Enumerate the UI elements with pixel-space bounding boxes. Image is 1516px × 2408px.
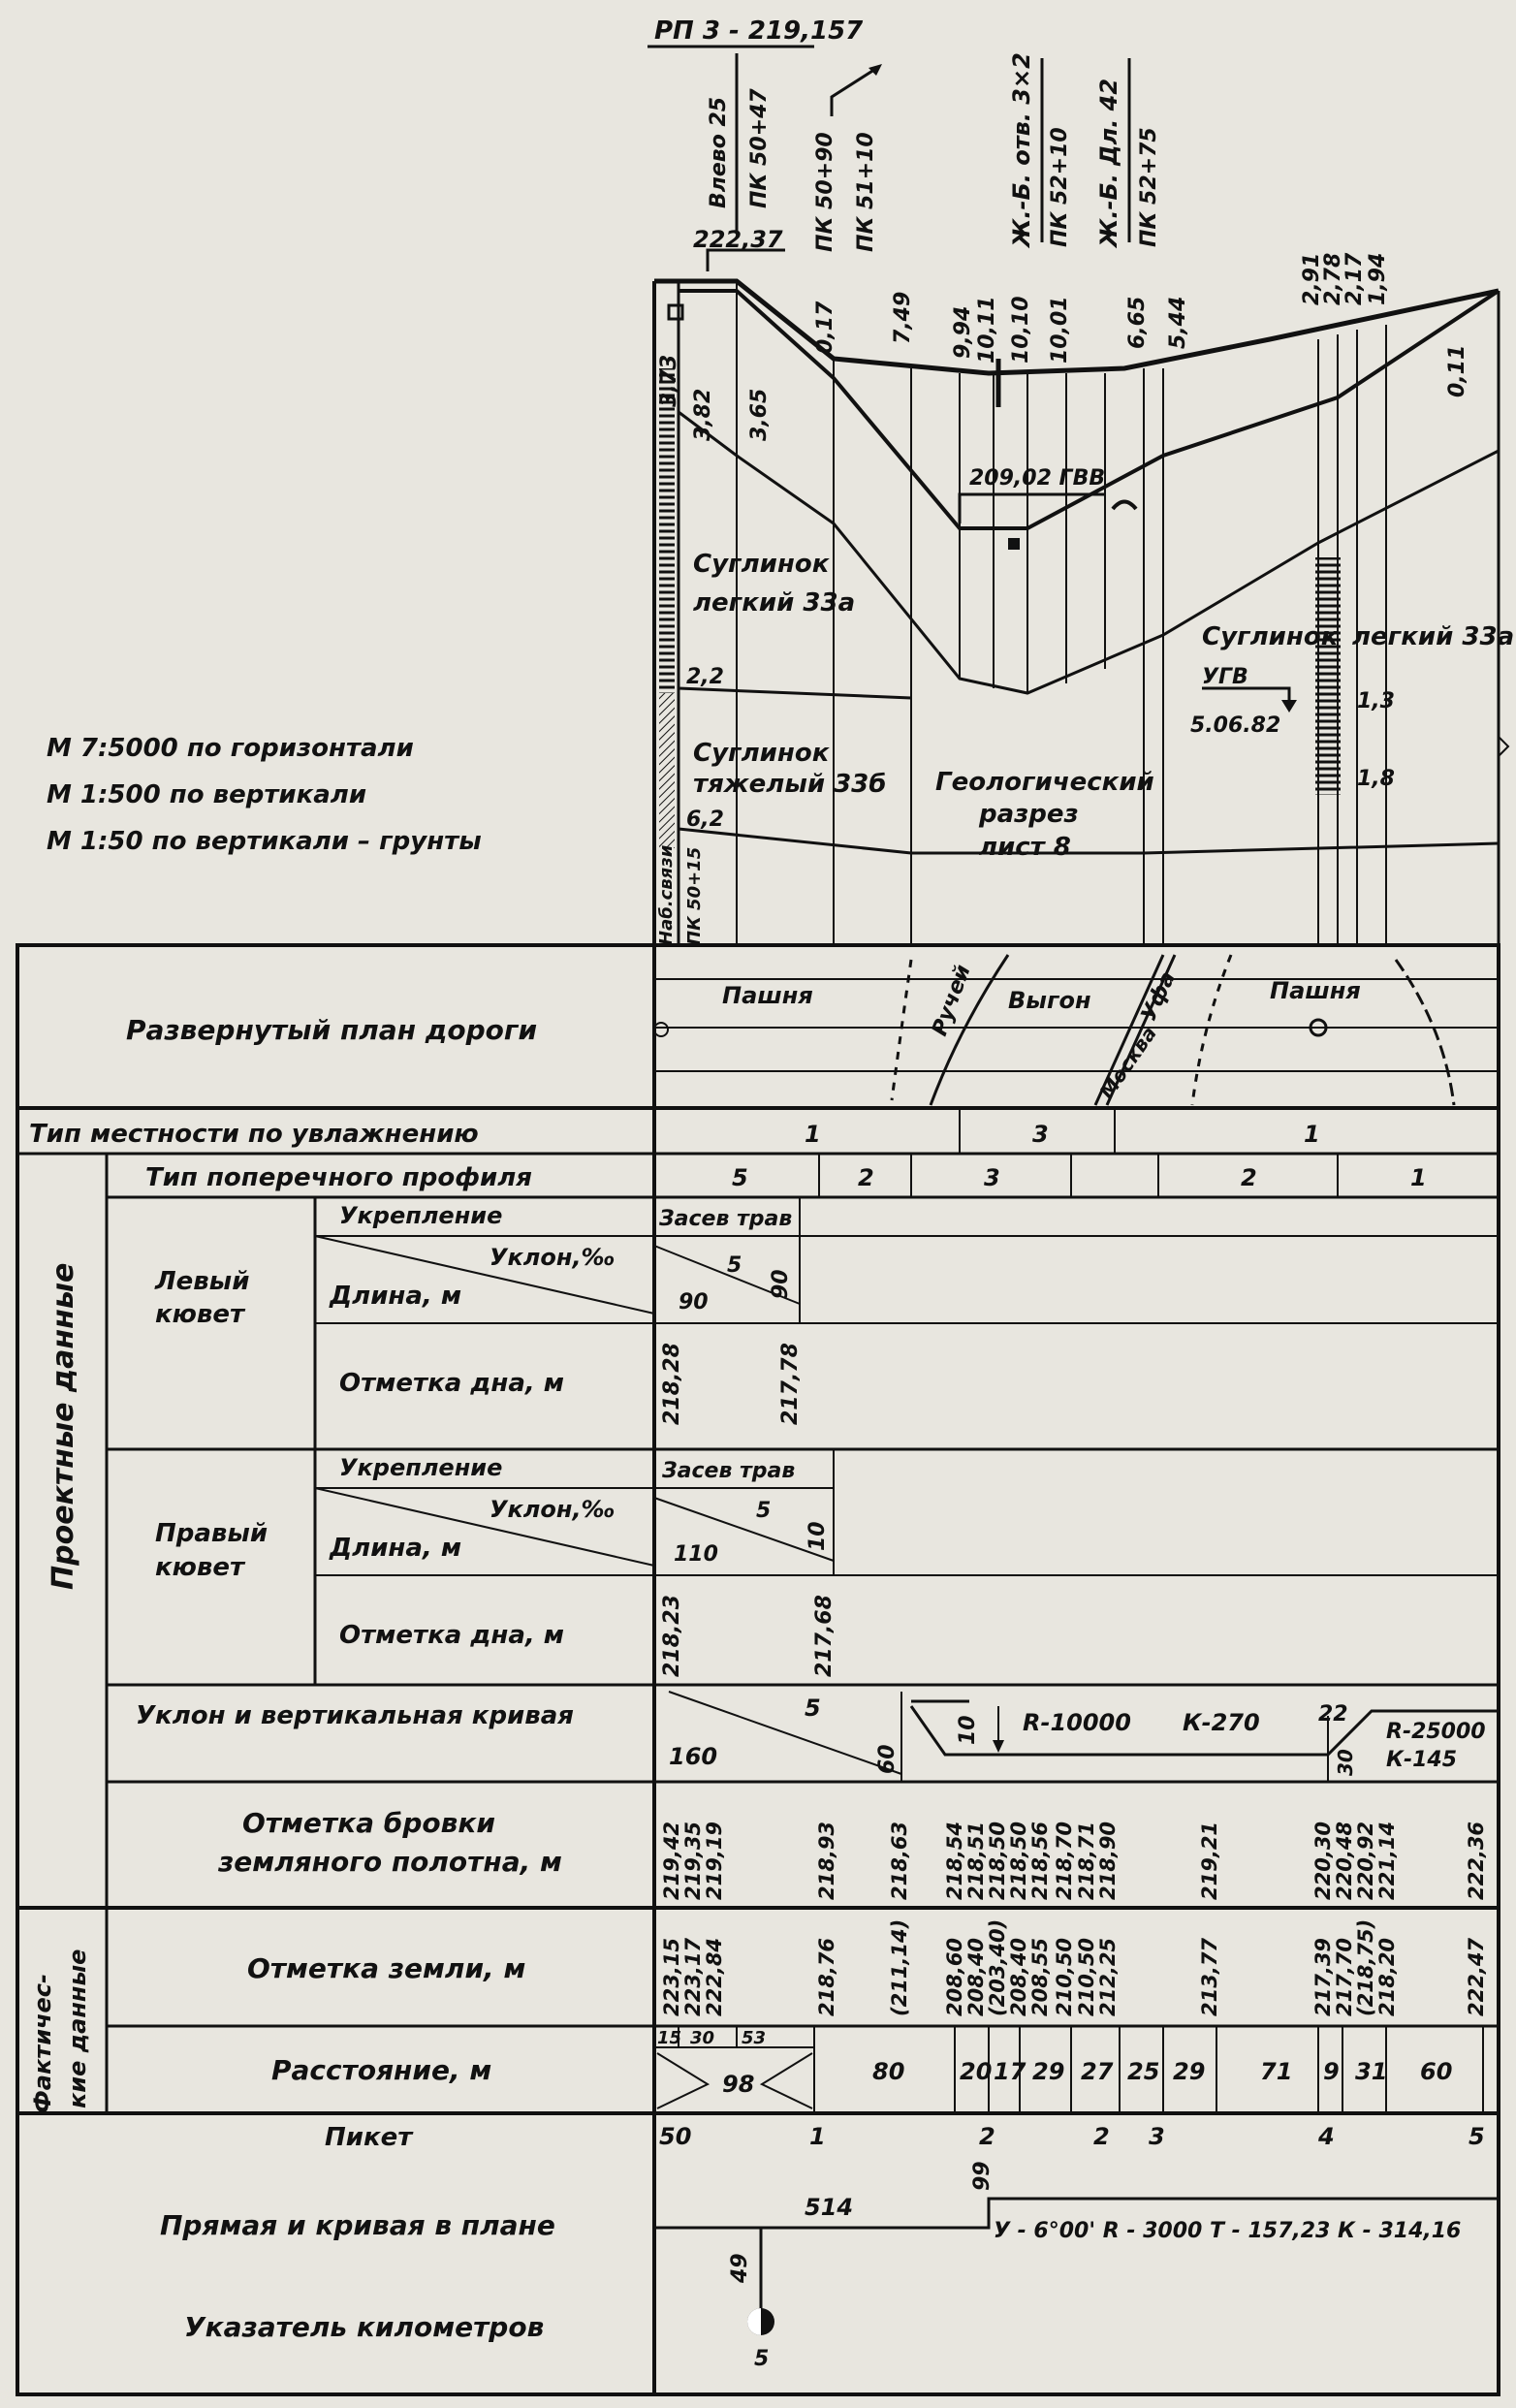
ldit-bottom: Отметка дна, м	[339, 1369, 565, 1398]
geo-label-2: разрез	[979, 800, 1079, 829]
distance-value: 29	[1173, 2058, 1206, 2085]
edge-value: 218,90	[1096, 1821, 1120, 1900]
ugv-leader	[1202, 688, 1289, 706]
distance-value: 60	[1420, 2058, 1453, 2085]
depth-value: 2,17	[1342, 252, 1367, 305]
pk-arrow	[832, 68, 877, 116]
ground-value: (203,40)	[986, 1918, 1009, 2016]
borehole-2-hatch	[1315, 557, 1341, 795]
scale-vertical: М 1:500 по вертикали	[47, 780, 367, 809]
ldit-bottom-val: 218,28	[660, 1343, 684, 1425]
distance-values	[657, 2028, 1452, 2098]
km-5: 5	[754, 2347, 770, 2371]
edge-value: 218,51	[964, 1821, 988, 1900]
right-ditch-2: кювет	[155, 1553, 245, 1582]
field-boundary	[1396, 960, 1454, 1105]
mark-22237-leader	[708, 250, 785, 271]
edge-value: 218,50	[986, 1821, 1009, 1900]
ground-value: 208,55	[1028, 1937, 1052, 2016]
depth-value: 7,49	[891, 291, 915, 344]
left-ditch-1: Левый	[155, 1267, 250, 1296]
depth-value: 0,17	[813, 301, 837, 354]
rdit-slope: Уклон,‰	[490, 1496, 616, 1523]
cross-val: 2	[1241, 1164, 1257, 1191]
plan-creek: Ручей	[928, 962, 976, 1040]
distance-value: 98	[722, 2071, 755, 2098]
plan-moscow: Москва	[1094, 1022, 1161, 1103]
distance-value: 53	[742, 2028, 767, 2048]
picket-value: 1	[809, 2123, 826, 2150]
row-edge-2: земляного полотна, м	[218, 1846, 562, 1878]
rdit-len2-val: 10	[805, 1521, 830, 1551]
rdit-bottom-val: 218,23	[660, 1595, 684, 1677]
grade-arrow-head	[993, 1740, 1004, 1753]
mark-22237: 222,37	[693, 226, 783, 253]
ground-value: 213,77	[1198, 1937, 1221, 2016]
cross-val: 1	[1410, 1164, 1427, 1191]
ground-line	[679, 291, 1499, 528]
ldit-len-val: 90	[679, 1290, 709, 1315]
depth-value: 5,44	[1166, 296, 1190, 349]
soil3b-label: легкий 33а	[1352, 622, 1515, 651]
left-depth: 3,73	[657, 354, 681, 407]
soil-62-label: 6,2	[686, 808, 724, 832]
borehole-1-hatch	[659, 368, 675, 693]
benchmark-marker	[669, 305, 682, 319]
edge-value: 220,30	[1311, 1821, 1335, 1900]
distance-value: 30	[690, 2028, 715, 2048]
ground-value: 210,50	[1053, 1937, 1076, 2016]
soil3-label: Суглинок	[1202, 622, 1339, 651]
rdit-strengthen: Укрепление	[339, 1454, 503, 1481]
grade-slope: 5	[805, 1695, 821, 1722]
grade-n10: 10	[956, 1715, 980, 1745]
culvert-2-symbol	[1113, 502, 1136, 510]
rp-left-label: Влево 25	[707, 96, 731, 208]
picket-value: 5	[1469, 2123, 1485, 2150]
rdit-length: Длина, м	[330, 1534, 462, 1563]
distance-value: 71	[1260, 2058, 1293, 2085]
ground-value: (218,75)	[1354, 1918, 1377, 2016]
edge-value: 219,42	[660, 1821, 683, 1900]
grade-k1: К-270	[1183, 1709, 1260, 1736]
picket-value: 4	[1318, 2123, 1335, 2150]
culvert-1-label: Ж.-Б. отв. 3×2	[1008, 52, 1035, 247]
ground-value: 222,47	[1465, 1937, 1488, 2016]
rp-label: РП 3 - 219,157	[654, 16, 864, 46]
soil-boundary-3	[679, 829, 1499, 853]
distance-value: 25	[1127, 2058, 1160, 2085]
ldit-len2-val: 90	[769, 1269, 793, 1299]
edge-value: 218,54	[943, 1821, 966, 1900]
picket-value: 3	[1149, 2123, 1165, 2150]
creek-boundary-left	[892, 960, 911, 1100]
left-depth: 3,82	[691, 388, 715, 441]
depth-value: 2,91	[1300, 252, 1324, 305]
soil2b-label: тяжелый 33б	[693, 770, 887, 799]
scale-soil: М 1:50 по вертикали – грунты	[47, 827, 482, 856]
ground-value: (211,14)	[888, 1918, 911, 2016]
grade-n30: 30	[1334, 1749, 1357, 1776]
distance-value: 15	[657, 2028, 682, 2048]
ground-value: 217,70	[1333, 1937, 1356, 2016]
left-depth: 3,65	[747, 388, 772, 441]
edge-value: 222,36	[1465, 1821, 1488, 1900]
ugv-arrow	[1281, 700, 1297, 713]
ground-value: 208,60	[943, 1937, 966, 2016]
moisture-val: 1	[1304, 1121, 1320, 1148]
moisture-val: 3	[1032, 1121, 1049, 1148]
distance-value: 29	[1032, 2058, 1065, 2085]
ldit-slope: Уклон,‰	[490, 1244, 616, 1271]
depth-value: 9,94	[951, 305, 975, 359]
dist-marker-left	[657, 2053, 708, 2108]
edge-value: 218,93	[815, 1821, 838, 1900]
scale-horizontal: М 7:5000 по горизонтали	[47, 734, 414, 763]
pk-arrow-head	[869, 64, 882, 76]
ground-value: 212,25	[1096, 1937, 1120, 2016]
grade-r2: R-25000	[1386, 1720, 1486, 1744]
distance-value: 27	[1081, 2058, 1114, 2085]
plan-ufa: Уфа	[1136, 967, 1182, 1026]
grade-k2: К-145	[1386, 1748, 1458, 1772]
depth-value: 2,78	[1321, 252, 1345, 305]
edge-value: 220,92	[1354, 1821, 1377, 1900]
ugv-label: УГВ	[1202, 665, 1248, 689]
ground-value: 223,15	[660, 1937, 683, 2016]
nab-pk-label: ПК 50+15	[684, 846, 705, 945]
rdit-len-val: 110	[674, 1542, 718, 1567]
rdit-bottom: Отметка дна, м	[339, 1621, 565, 1650]
distance-value: 17	[994, 2058, 1026, 2085]
depth-value: 6,65	[1125, 296, 1150, 349]
moisture-val: 1	[805, 1121, 821, 1148]
borehole-1-hatch-lower	[659, 693, 675, 848]
picket-value: 2	[1093, 2123, 1110, 2150]
ldit-length: Длина, м	[330, 1282, 462, 1311]
soil1b-label: легкий 33а	[693, 588, 856, 618]
depth-value: 10,01	[1048, 296, 1072, 364]
rdit-str-val: Засев трав	[662, 1459, 796, 1483]
ground-value: 208,40	[964, 1937, 988, 2016]
edge-value: 218,50	[1007, 1821, 1030, 1900]
cross-val: 3	[984, 1164, 1000, 1191]
depth-value: 0,11	[1445, 344, 1469, 397]
distance-value: 20	[960, 2058, 993, 2085]
ufa-boundary	[1192, 955, 1231, 1105]
depth-13: 1,3	[1357, 689, 1395, 713]
ground-value: 223,17	[681, 1937, 705, 2016]
picket-value: 50	[659, 2123, 692, 2150]
edge-value: 219,21	[1198, 1821, 1221, 1900]
edge-value: 218,56	[1028, 1821, 1052, 1900]
geo-label-3: лист 8	[979, 833, 1071, 862]
edge-value: 219,35	[681, 1821, 705, 1900]
table-labels	[29, 1014, 615, 2343]
distance-value: 80	[872, 2058, 905, 2085]
rdit-bottom-val: 217,68	[812, 1595, 837, 1677]
edge-values	[660, 1822, 1488, 1900]
depth-value: 1,94	[1366, 252, 1390, 305]
cross-val: 5	[732, 1164, 748, 1191]
distance-value: 31	[1355, 2058, 1388, 2085]
group-actual-1: Фактичес-	[29, 1974, 56, 2113]
plan-n99: 99	[970, 2161, 995, 2191]
pk-5110-label: ПК 51+10	[854, 132, 878, 252]
plan-field-2: Пашня	[1270, 977, 1361, 1004]
row-moisture: Тип местности по увлажнению	[29, 1120, 479, 1149]
km-49: 49	[728, 2253, 752, 2283]
plan-start-marker	[654, 1023, 668, 1036]
edge-value: 218,70	[1053, 1821, 1076, 1900]
ldit-bottom-val: 217,78	[778, 1343, 803, 1425]
culvert-2-pk: ПК 52+75	[1137, 127, 1161, 247]
scale-notes	[47, 734, 482, 856]
distance-value: 9	[1323, 2058, 1340, 2085]
culvert-1-pk: ПК 52+10	[1048, 127, 1072, 247]
edge-value: 219,19	[703, 1821, 726, 1900]
gvv-marker	[1008, 538, 1020, 550]
edge-value: 220,48	[1333, 1821, 1356, 1900]
ground-values	[660, 1919, 1488, 2016]
plan-pasture: Выгон	[1008, 987, 1091, 1014]
plan-straight: 514	[805, 2194, 854, 2221]
soil2-label: Суглинок	[693, 739, 830, 768]
edge-value: 218,63	[888, 1821, 911, 1900]
ugv-date: 5.06.82	[1190, 713, 1281, 738]
picket-value: 2	[979, 2123, 995, 2150]
row-cross: Тип поперечного профиля	[145, 1163, 533, 1192]
left-ditch-2: кювет	[155, 1300, 245, 1329]
depth-18: 1,8	[1357, 767, 1395, 791]
plan-curve-params: У - 6°00' R - 3000 Т - 157,23 К - 314,16	[994, 2219, 1462, 2243]
culvert-2-label: Ж.-Б. Дл. 42	[1095, 78, 1122, 247]
soil1-label: Суглинок	[693, 550, 830, 579]
row-picket: Пикет	[325, 2123, 413, 2152]
row-plan: Развернутый план дороги	[126, 1014, 538, 1046]
depth-value: 10,11	[975, 296, 999, 364]
grade-r1: R-10000	[1023, 1709, 1131, 1736]
nab-label: Наб.связи	[656, 844, 677, 945]
ldit-slope-val: 5	[727, 1253, 742, 1278]
dist-marker-right	[762, 2053, 812, 2108]
ground-value: 218,76	[815, 1937, 838, 2016]
soil-boundary-2	[679, 688, 911, 698]
row-km: Указатель километров	[184, 2311, 545, 2343]
picket-values	[659, 2123, 1485, 2150]
group-design: Проектные данные	[47, 1262, 80, 1590]
ground-value: 210,50	[1075, 1937, 1098, 2016]
plan-field-1: Пашня	[722, 982, 813, 1009]
pk-5090-label: ПК 50+90	[813, 132, 837, 252]
right-ditch-1: Правый	[155, 1519, 268, 1548]
group-actual-2: кие данные	[64, 1949, 91, 2108]
ground-value: 217,39	[1311, 1937, 1335, 2016]
soil-22-label: 2,2	[686, 665, 724, 689]
grade-len2: 60	[875, 1744, 900, 1774]
ground-value: 208,40	[1007, 1937, 1030, 2016]
rp-pk-label: ПК 50+47	[747, 88, 772, 208]
row-plan-curve: Прямая и кривая в плане	[160, 2209, 555, 2241]
row-edge-1: Отметка бровки	[242, 1807, 495, 1839]
ground-value: 218,20	[1375, 1937, 1399, 2016]
rdit-slope-val: 5	[756, 1499, 772, 1523]
geo-label-1: Геологический	[935, 768, 1154, 797]
ldit-str-val: Засев трав	[659, 1207, 793, 1231]
row-ground: Отметка земли, м	[247, 1952, 526, 1984]
ground-value: 222,84	[703, 1937, 726, 2016]
edge-value: 221,14	[1375, 1821, 1399, 1900]
gvv-label: 209,02 ГВВ	[969, 466, 1106, 491]
row-distance: Расстояние, м	[271, 2054, 492, 2086]
ldit-strengthen: Укрепление	[339, 1202, 503, 1229]
grade-n22: 22	[1318, 1702, 1348, 1727]
grade-len: 160	[669, 1743, 718, 1770]
depth-value: 10,10	[1009, 296, 1033, 364]
row-grade: Уклон и вертикальная кривая	[136, 1701, 574, 1730]
km-circle-half	[747, 2308, 761, 2335]
edge-value: 218,71	[1075, 1821, 1098, 1900]
cross-val: 2	[858, 1164, 874, 1191]
